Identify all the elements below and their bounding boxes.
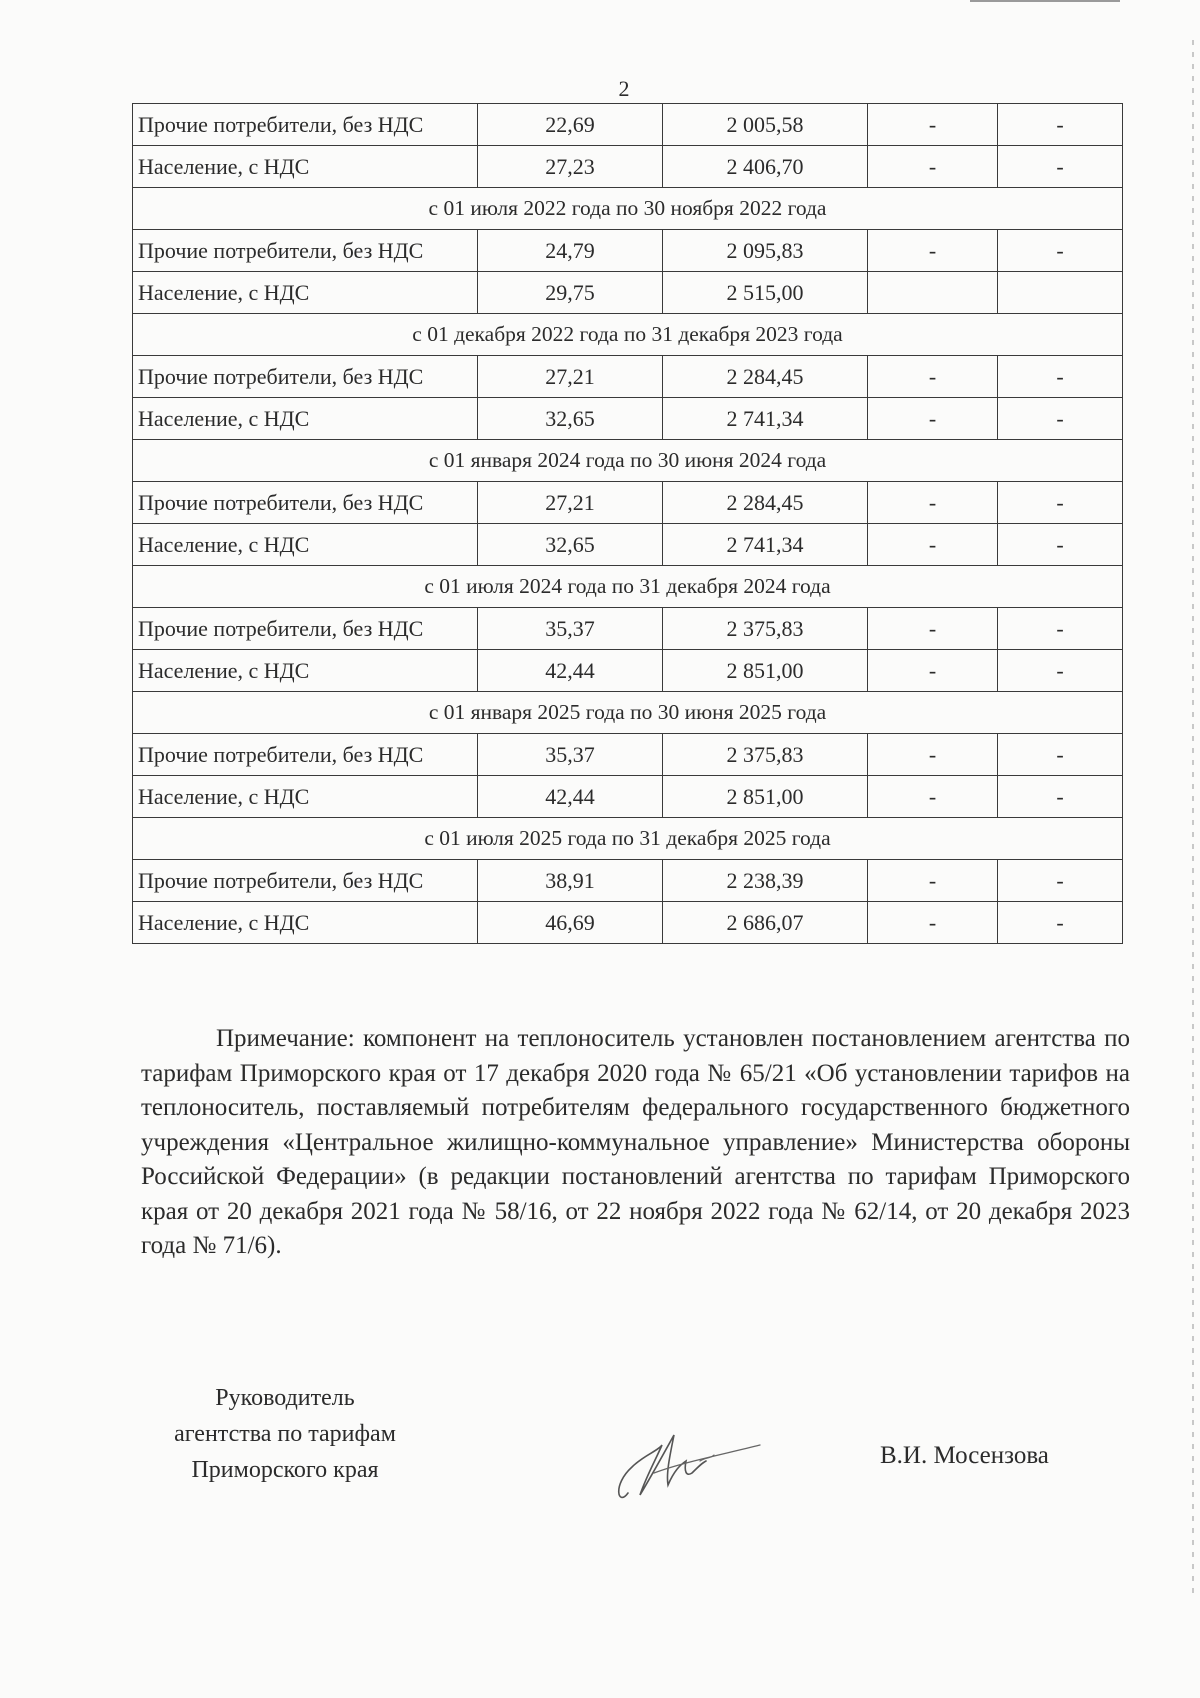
tariff-value-cell-4: - [998, 650, 1123, 692]
handwritten-signature [610, 1415, 780, 1510]
position-line-3: Приморского края [191, 1457, 379, 1483]
consumer-category-cell: Прочие потребители, без НДС [133, 734, 478, 776]
tariff-value-cell-2: 2 741,34 [663, 398, 868, 440]
tariff-value-cell-4: - [998, 356, 1123, 398]
tariff-value-cell-3: - [868, 230, 998, 272]
tariff-value-cell-3: - [868, 146, 998, 188]
tariff-value-cell-4: - [998, 230, 1123, 272]
tariff-value-cell-1: 42,44 [478, 776, 663, 818]
tariff-value-cell-2: 2 238,39 [663, 860, 868, 902]
tariff-value-cell-4: - [998, 482, 1123, 524]
table-row [133, 104, 1123, 146]
tariff-value-cell-2: 2 375,83 [663, 734, 868, 776]
tariff-value-cell-4: - [998, 146, 1123, 188]
tariff-value-cell-3: - [868, 104, 998, 146]
tariff-value-cell-2: 2 375,83 [663, 608, 868, 650]
tariff-table [132, 103, 1123, 944]
period-heading: с 01 июля 2025 года по 31 декабря 2025 года [133, 818, 1123, 860]
consumer-category-cell: Население, с НДС [133, 902, 478, 944]
consumer-category-cell: Население, с НДС [133, 524, 478, 566]
tariff-value-cell-3: - [868, 734, 998, 776]
consumer-category-cell: Население, с НДС [133, 650, 478, 692]
scan-edge-line [970, 0, 1120, 2]
tariff-value-cell-3: - [868, 650, 998, 692]
tariff-value-cell-1: 35,37 [478, 734, 663, 776]
table-row [133, 608, 1123, 650]
tariff-value-cell-3: - [868, 776, 998, 818]
period-row [133, 440, 1123, 482]
tariff-value-cell-3: - [868, 902, 998, 944]
table-row [133, 776, 1123, 818]
tariff-value-cell-1: 42,44 [478, 650, 663, 692]
consumer-category-cell: Население, с НДС [133, 398, 478, 440]
table-row [133, 860, 1123, 902]
tariff-value-cell-3: - [868, 608, 998, 650]
tariff-value-cell-2: 2 005,58 [663, 104, 868, 146]
tariff-value-cell-1: 29,75 [478, 272, 663, 314]
consumer-category-cell: Население, с НДС [133, 776, 478, 818]
period-row [133, 818, 1123, 860]
table-row [133, 230, 1123, 272]
tariff-value-cell-4: - [998, 104, 1123, 146]
table-row [133, 524, 1123, 566]
consumer-category-cell: Население, с НДС [133, 272, 478, 314]
position-line-1: Руководитель [215, 1385, 355, 1411]
consumer-category-cell: Прочие потребители, без НДС [133, 482, 478, 524]
tariff-value-cell-1: 38,91 [478, 860, 663, 902]
tariff-value-cell-2: 2 095,83 [663, 230, 868, 272]
table-row [133, 734, 1123, 776]
tariff-value-cell-2: 2 851,00 [663, 776, 868, 818]
tariff-value-cell-3: - [868, 356, 998, 398]
consumer-category-cell: Прочие потребители, без НДС [133, 104, 478, 146]
period-heading: с 01 января 2024 года по 30 июня 2024 года [133, 440, 1123, 482]
tariff-value-cell-1: 32,65 [478, 524, 663, 566]
tariff-value-cell-2: 2 406,70 [663, 146, 868, 188]
period-heading: с 01 июля 2024 года по 31 декабря 2024 года [133, 566, 1123, 608]
tariff-value-cell-4: - [998, 398, 1123, 440]
table-row [133, 146, 1123, 188]
tariff-value-cell-3: - [868, 524, 998, 566]
period-row [133, 566, 1123, 608]
period-heading: с 01 января 2025 года по 30 июня 2025 года [133, 692, 1123, 734]
tariff-value-cell-4: - [998, 776, 1123, 818]
consumer-category-cell: Прочие потребители, без НДС [133, 608, 478, 650]
period-row [133, 188, 1123, 230]
tariff-value-cell-4: - [998, 524, 1123, 566]
table-row [133, 650, 1123, 692]
tariff-value-cell-4 [998, 272, 1123, 314]
table-row [133, 398, 1123, 440]
tariff-value-cell-2: 2 741,34 [663, 524, 868, 566]
signatory-position [140, 1380, 430, 1488]
tariff-value-cell-1: 27,21 [478, 356, 663, 398]
consumer-category-cell: Прочие потребители, без НДС [133, 230, 478, 272]
consumer-category-cell: Население, с НДС [133, 146, 478, 188]
tariff-value-cell-3: - [868, 482, 998, 524]
tariff-value-cell-2: 2 515,00 [663, 272, 868, 314]
table-row [133, 356, 1123, 398]
tariff-value-cell-2: 2 686,07 [663, 902, 868, 944]
tariff-value-cell-4: - [998, 608, 1123, 650]
signer-name: В.И. Мосензова [880, 1442, 1049, 1469]
period-row [133, 314, 1123, 356]
scan-edge-artifact [1192, 40, 1194, 1600]
tariff-value-cell-3: - [868, 860, 998, 902]
page-number: 2 [618, 76, 630, 101]
tariff-table-body [133, 104, 1123, 944]
table-row [133, 902, 1123, 944]
tariff-value-cell-1: 32,65 [478, 398, 663, 440]
period-row [133, 692, 1123, 734]
table-row [133, 482, 1123, 524]
tariff-value-cell-2: 2 284,45 [663, 356, 868, 398]
tariff-value-cell-2: 2 851,00 [663, 650, 868, 692]
tariff-value-cell-1: 46,69 [478, 902, 663, 944]
tariff-value-cell-4: - [998, 734, 1123, 776]
position-line-2: агентства по тарифам [174, 1421, 396, 1447]
tariff-value-cell-1: 27,21 [478, 482, 663, 524]
tariff-value-cell-2: 2 284,45 [663, 482, 868, 524]
table-row [133, 272, 1123, 314]
consumer-category-cell: Прочие потребители, без НДС [133, 356, 478, 398]
tariff-value-cell-4: - [998, 860, 1123, 902]
consumer-category-cell: Прочие потребители, без НДС [133, 860, 478, 902]
tariff-value-cell-1: 22,69 [478, 104, 663, 146]
tariff-value-cell-3 [868, 272, 998, 314]
period-heading: с 01 декабря 2022 года по 31 декабря 2023 года [133, 314, 1123, 356]
tariff-value-cell-4: - [998, 902, 1123, 944]
tariff-value-cell-1: 35,37 [478, 608, 663, 650]
note-paragraph: Примечание: компонент на теплоноситель установлен постановлением агентства по тарифам Приморского края от 17 декабря 2020 года № 65/21 «Об установлении тарифов на теплоноситель, поставляемый потребителям федерального государственного бюджетного учреждения «Центральное жилищно-коммунальное управление» Министерства обороны Российской Федерации» (в редакции постановлений агентства по тарифам Приморского края от 20 декабря 2021 года № 58/16, от 22 ноября 2022 года № 62/14, от 20 декабря 2023 года № 71/6). [141, 1025, 1130, 1259]
tariff-value-cell-1: 24,79 [478, 230, 663, 272]
period-heading: с 01 июля 2022 года по 30 ноября 2022 года [133, 188, 1123, 230]
tariff-value-cell-1: 27,23 [478, 146, 663, 188]
tariff-value-cell-3: - [868, 398, 998, 440]
